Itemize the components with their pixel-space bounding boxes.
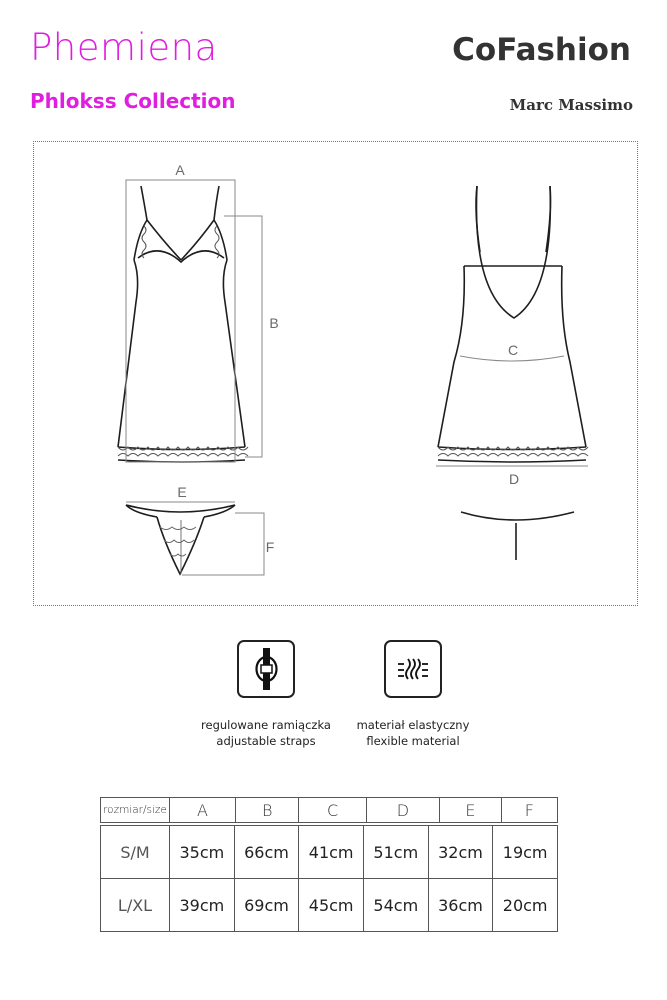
table-cell: 36cm [428,879,493,932]
table-cell: 51cm [363,826,428,879]
table-cell: 54cm [363,879,428,932]
company-name: CoFashion [452,32,631,68]
feature-line-en: flexible material [366,734,460,748]
row-size-label: S/M [101,826,170,879]
column-header: B [236,798,299,823]
garment-drawings [34,142,639,607]
column-header: D [366,798,440,823]
brand-name: Phemiena [30,26,218,69]
feature-line-pl: regulowane ramiączka [201,718,331,732]
label-a: A [175,162,185,178]
label-d: D [508,471,520,487]
label-f: F [265,539,275,555]
label-c: C [507,342,519,358]
garment-diagram [33,141,638,606]
elastic-material-icon [384,640,442,698]
table-cell: 35cm [170,826,235,879]
thong-lace [160,520,196,574]
label-e: E [177,484,187,500]
label-b: B [269,315,279,331]
size-table-corner: rozmiar/size [101,798,170,823]
feature-line-en: adjustable straps [216,734,316,748]
thong-front-drawing [126,505,235,574]
table-cell: 32cm [428,826,493,879]
table-cell: 66cm [234,826,299,879]
column-header: F [501,798,557,823]
table-cell: 39cm [170,879,235,932]
column-header: A [170,798,236,823]
column-header: C [299,798,366,823]
size-table-header [100,797,558,823]
table-cell: 41cm [299,826,364,879]
table-cell: 19cm [493,826,558,879]
size-table [100,825,558,932]
feature-line-pl: materiał elastyczny [356,718,470,732]
table-cell: 45cm [299,879,364,932]
collection-name: Phlokss Collection [30,89,236,113]
feature-adjustable-straps [181,640,351,749]
table-row [101,879,558,932]
table-row [101,826,558,879]
table-cell: 20cm [493,879,558,932]
column-header: E [440,798,501,823]
chemise-back-drawing [438,186,586,462]
feature-flexible-material [328,640,498,749]
row-size-label: L/XL [101,879,170,932]
adjustable-strap-icon [237,640,295,698]
designer-name: Marc Massimo [509,96,633,114]
dimension-a [126,180,235,462]
chemise-front-drawing [118,186,245,462]
table-cell: 69cm [234,879,299,932]
thong-back-drawing [461,512,574,560]
